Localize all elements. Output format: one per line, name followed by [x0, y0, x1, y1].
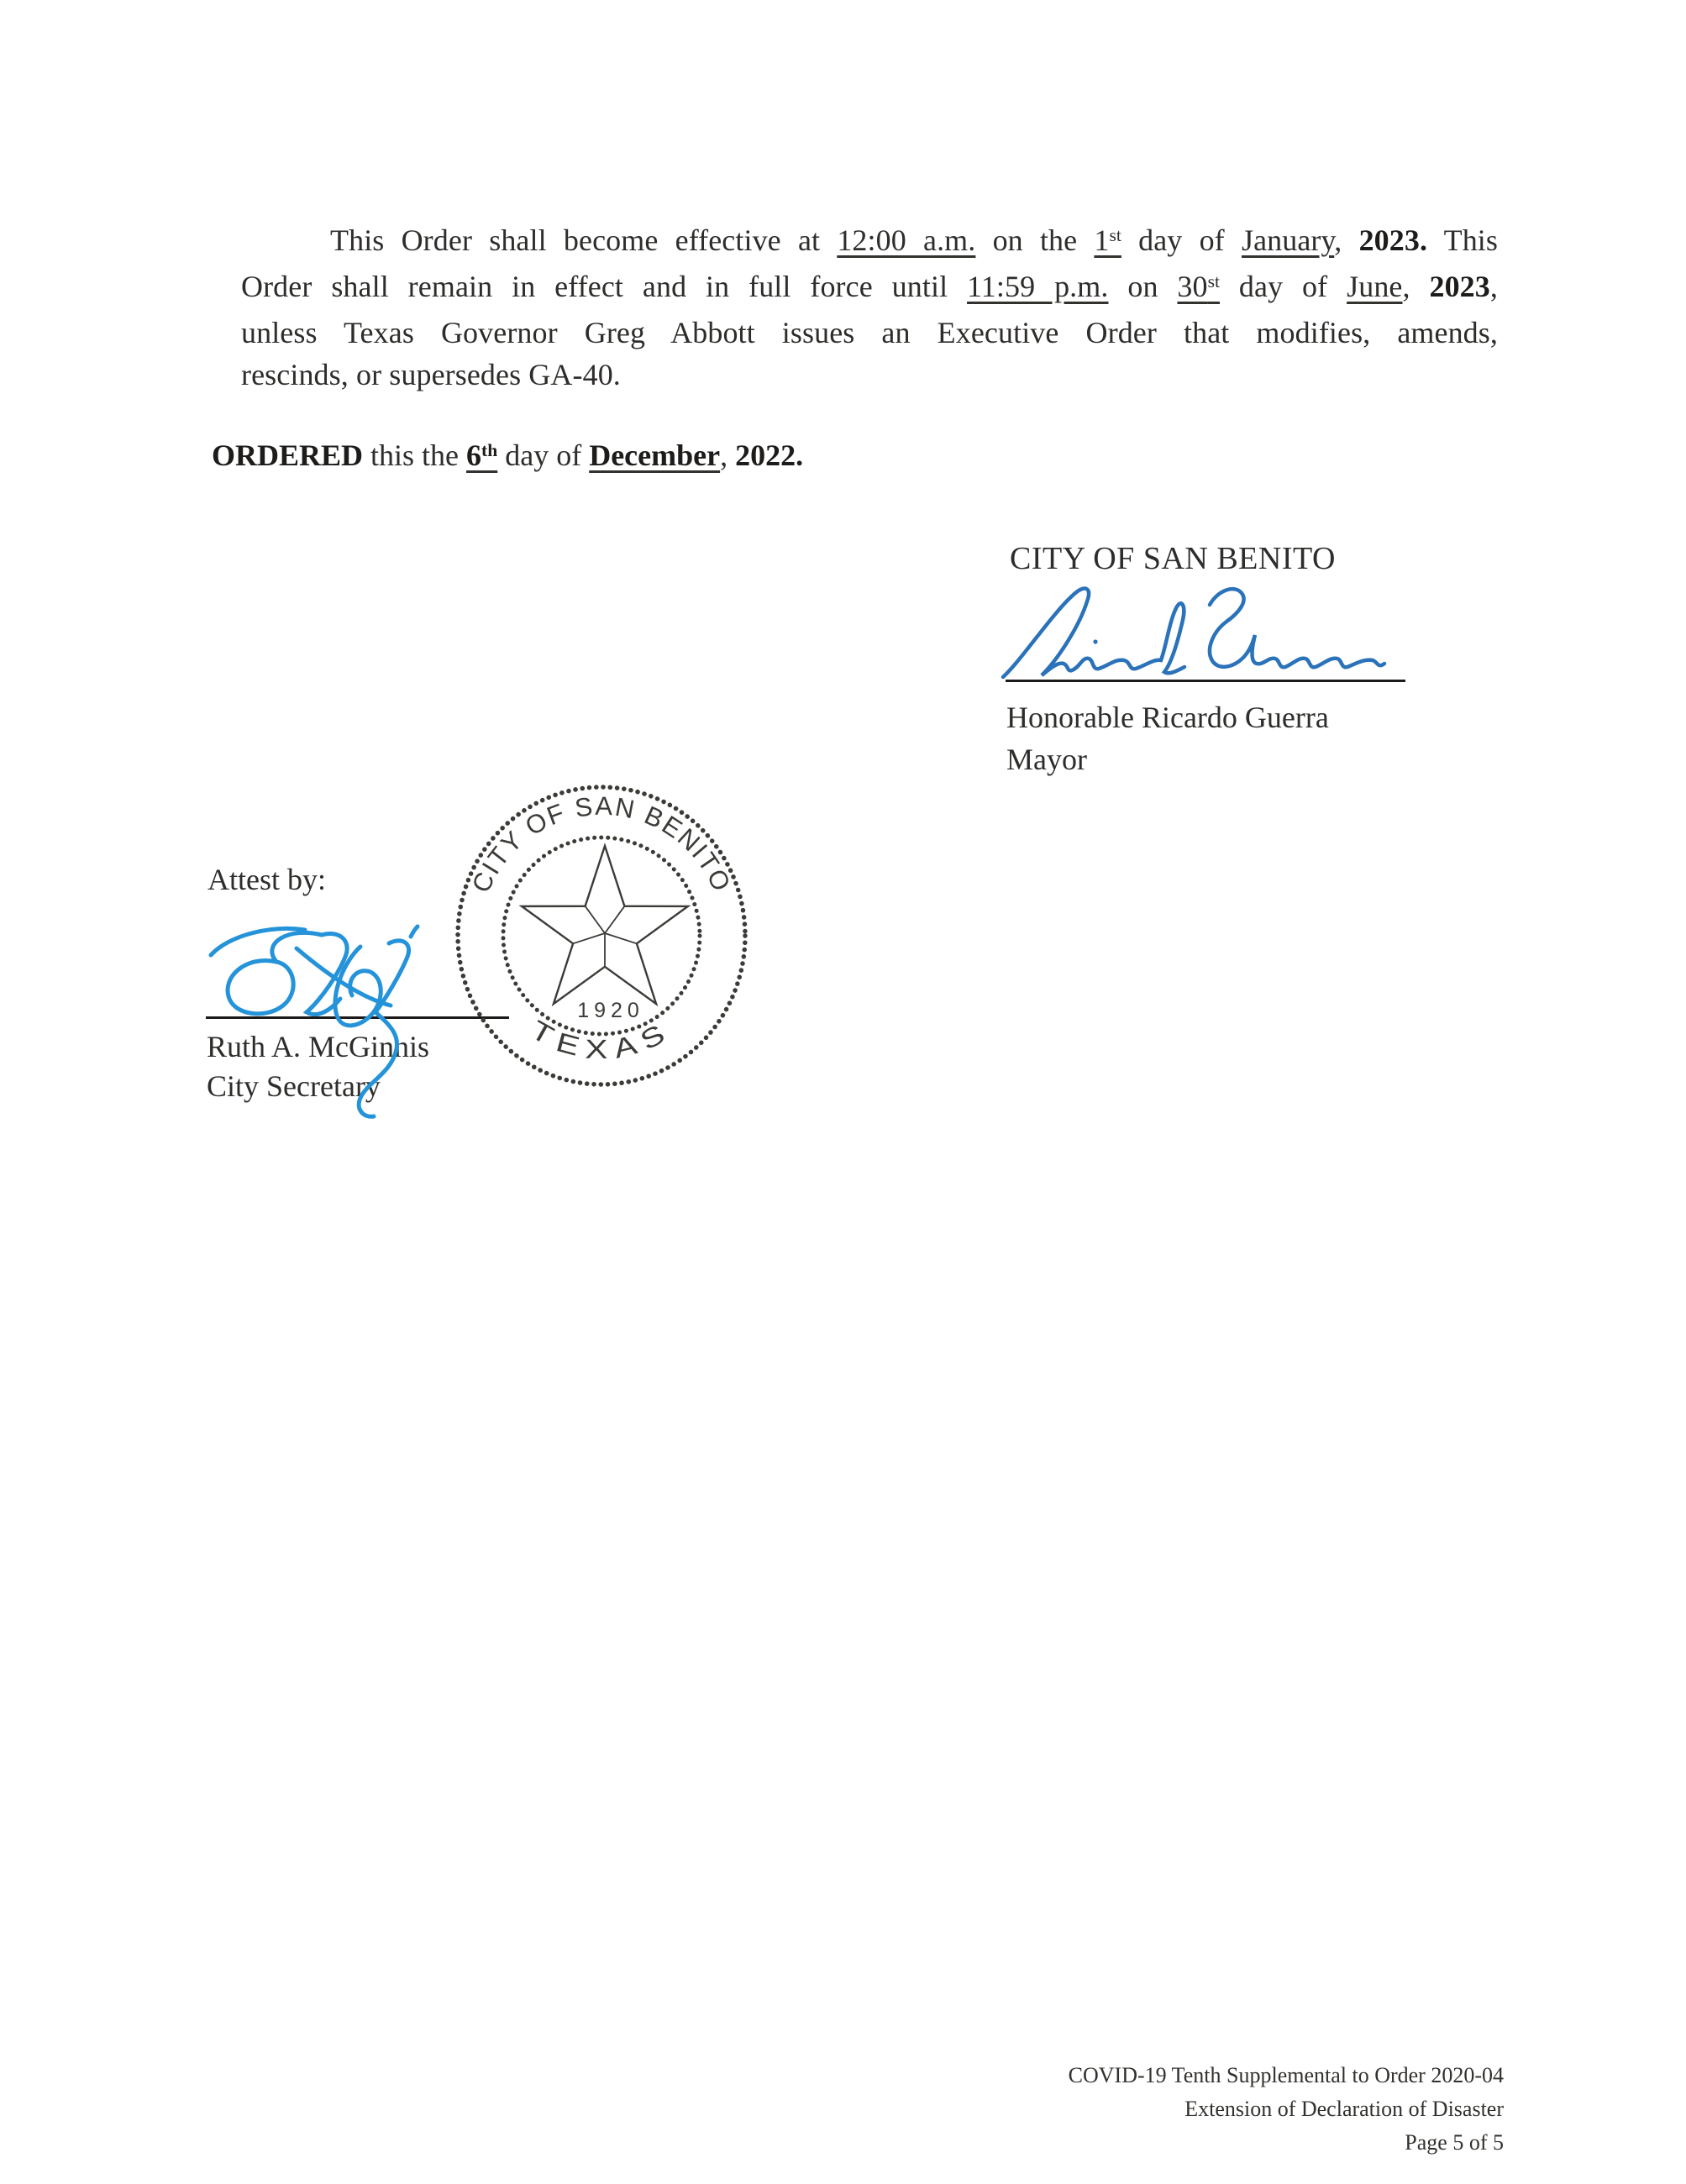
- signature-stroke: [1210, 589, 1384, 667]
- footer-page-number: Page 5 of 5: [1405, 2130, 1504, 2155]
- secretary-name: Ruth A. McGinnis: [207, 1030, 430, 1063]
- mayor-name-block: [1006, 696, 1329, 780]
- paragraph-line-1: This Order shall become effective at 12:00 a.m. on the 1st day of January, 2023. This: [330, 223, 1499, 257]
- paragraph-line-2: Order shall remain in effect and in full force until 11:59 p.m. on 30st day of June, 2023,: [241, 270, 1498, 303]
- signature-i-dot: [1093, 639, 1097, 643]
- attest-by-label: Attest by:: [207, 863, 326, 896]
- page-footer: [1069, 2059, 1504, 2160]
- signature-stroke: [1003, 589, 1184, 677]
- footer-document-subtitle: Extension of Declaration of Disaster: [1184, 2097, 1504, 2121]
- mayor-title: Mayor: [1006, 743, 1087, 776]
- city-seal: [454, 784, 749, 1089]
- paragraph-line-3: unless Texas Governor Greg Abbott issues an Executive Order that modifies, amends,: [241, 316, 1498, 349]
- ordered-date-line: ORDERED this the 6th day of December, 2022.: [212, 438, 804, 472]
- signature-stroke: [335, 947, 381, 1026]
- paragraph-line-4: rescinds, or supersedes GA-40.: [241, 358, 621, 391]
- effective-date-paragraph: [241, 219, 1498, 396]
- seal-bottom-text: TEXAS: [525, 1014, 672, 1065]
- seal-top-text: CITY OF SAN BENITO: [465, 790, 738, 897]
- footer-document-title: COVID-19 Tenth Supplemental to Order 2020-04: [1068, 2063, 1504, 2087]
- seal-year: 1920: [577, 999, 644, 1022]
- signature-stroke: [228, 932, 322, 1014]
- mayor-signature-ricardo-guerra: [998, 580, 1393, 687]
- signature-stroke: [359, 1012, 397, 1116]
- signature-stroke: [411, 927, 418, 937]
- organization-name: CITY OF SAN BENITO: [1010, 541, 1336, 576]
- lone-star-icon: [522, 846, 688, 1004]
- secretary-signature-scribble: [196, 918, 448, 1128]
- mayor-name: Honorable Ricardo Guerra: [1006, 701, 1329, 734]
- mayor-signature-line: [1006, 680, 1405, 682]
- secretary-title: City Secretary: [207, 1069, 381, 1103]
